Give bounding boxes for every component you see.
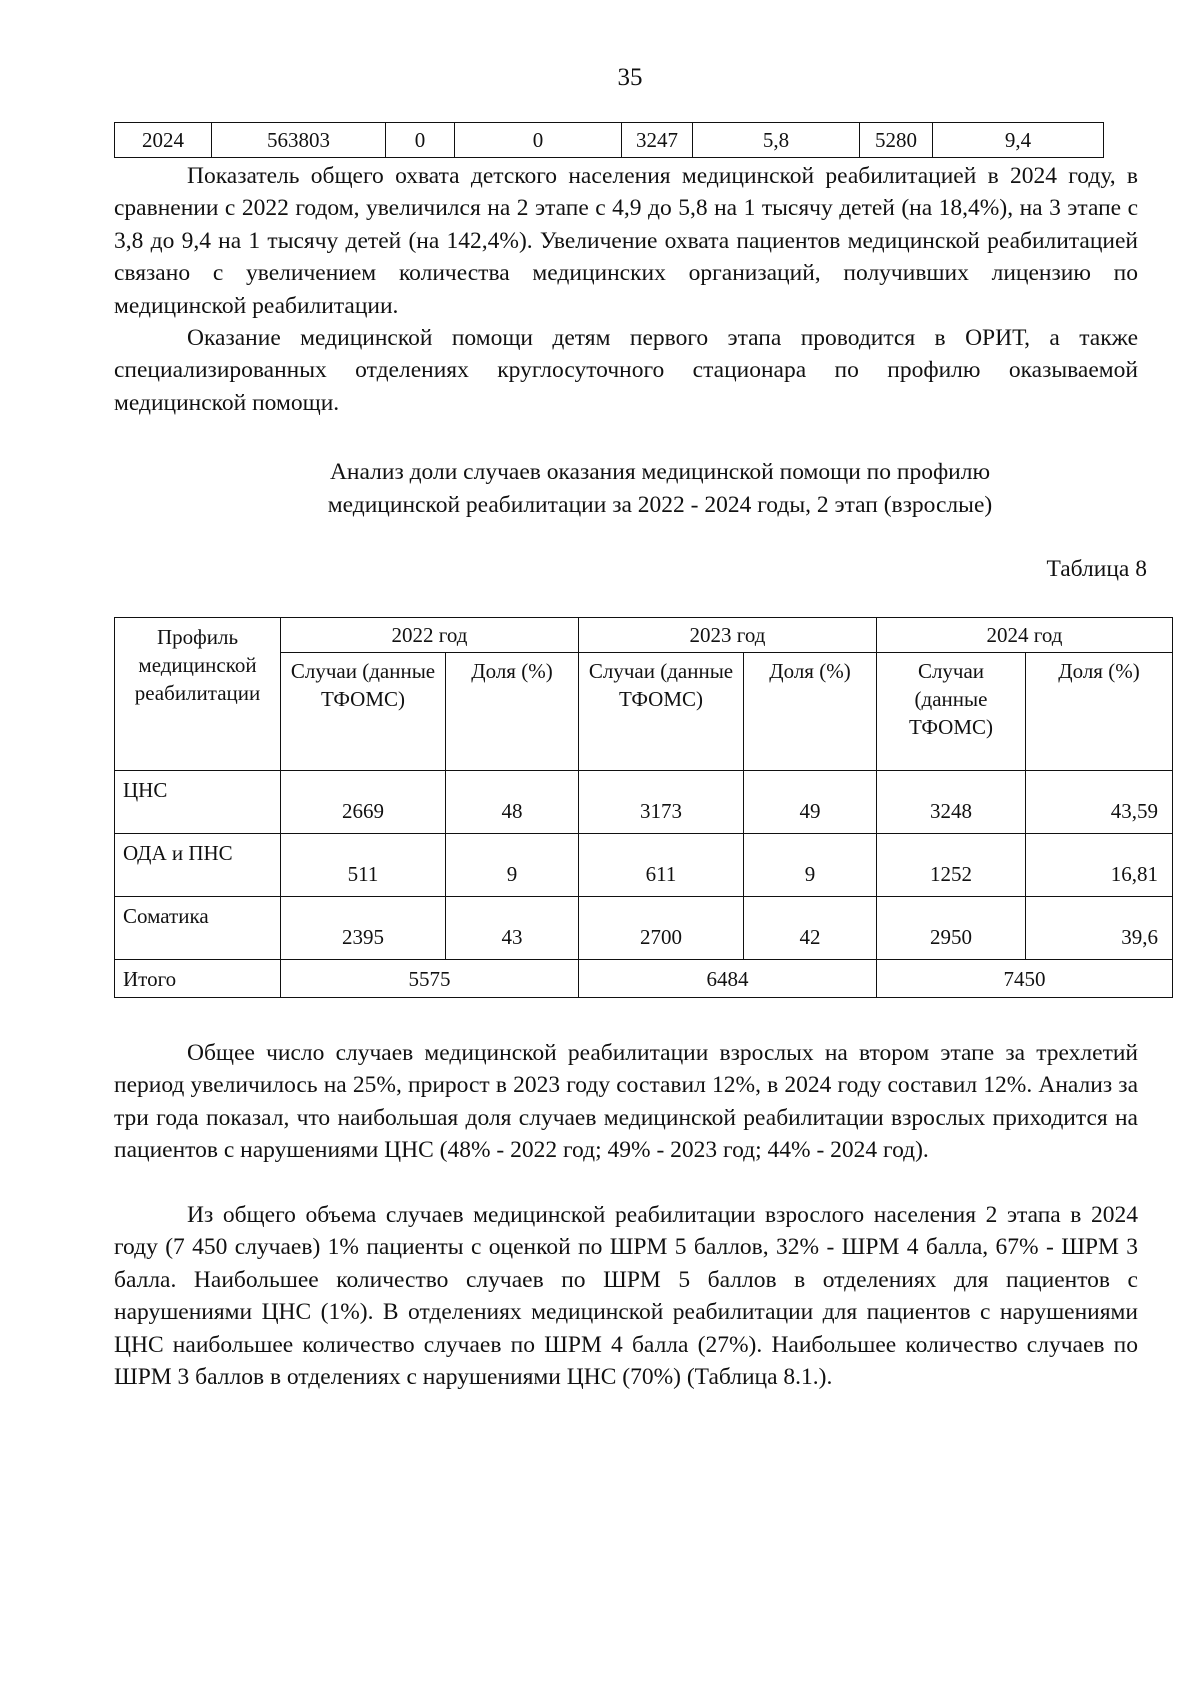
- share-header: Доля (%): [446, 653, 579, 771]
- table-row: [115, 834, 1173, 897]
- table-cell: 48: [446, 771, 579, 834]
- table-cell: 2395: [281, 897, 446, 960]
- row-label: ЦНС: [115, 771, 281, 834]
- table-cell: 2024: [115, 123, 212, 158]
- row-label: ОДА и ПНС: [115, 834, 281, 897]
- table-cell: 611: [579, 834, 744, 897]
- table-header-row: [115, 618, 1173, 653]
- table-row: [115, 771, 1173, 834]
- table-cell: 42: [744, 897, 877, 960]
- year-header: 2023 год: [579, 618, 877, 653]
- table-cell: 5,8: [693, 123, 860, 158]
- table-cell: 3248: [877, 771, 1026, 834]
- table-cell: 3247: [622, 123, 693, 158]
- table-row: [115, 897, 1173, 960]
- paragraph-shrm: Из общего объема случаев медицинской реабилитации взрослого населения 2 этапа в 2024 году (7 450 случаев) 1% пациенты с оценкой по ШРМ 5 баллов, 32% - ШРМ 4 балла, 67% - ШРМ 3 балла. Наибольшее количество случаев по ШРМ 5 баллов в отделениях для пациентов с нарушениями ЦНС (1%). В отделениях медицинской реабилитации для пациентов с нарушениями ЦНС наибольшее количество случаев по ШРМ 4 балла (27%). Наибольшее количество случаев по ШРМ 3 баллов в отделениях с нарушениями ЦНС (70%) (Таблица 8.1.).: [114, 1202, 1138, 1391]
- paragraph-first-stage: Оказание медицинской помощи детям первого этапа проводится в ОРИТ, а также специализированных отделениях круглосуточного стационара по профилю оказываемой медицинской помощи.: [114, 325, 1138, 416]
- table-cell: 563803: [212, 123, 386, 158]
- carryover-table-row: [114, 122, 1104, 158]
- table-cell: 3173: [579, 771, 744, 834]
- table-cell: 43: [446, 897, 579, 960]
- share-header: Доля (%): [744, 653, 877, 771]
- rehab-table: [114, 617, 1173, 998]
- table-row: [115, 123, 1104, 158]
- cases-header: Случаи (данные ТФОМС): [281, 653, 446, 771]
- total-cell: 7450: [877, 960, 1173, 998]
- table-cell: 5280: [860, 123, 933, 158]
- paragraph-coverage: Показатель общего охвата детского населения медицинской реабилитацией в 2024 году, в сравнении с 2022 годом, увеличился на 2 этапе с 4,9 до 5,8 на 1 тысячу детей (на 18,4%), на 3 этапе с 3,8 до 9,4 на 1 тысячу детей (на 142,4%). Увеличение охвата пациентов медицинской реабилитацией связано с увеличением количества медицинских организаций, получивших лицензию по медицинской реабилитации.: [114, 163, 1138, 319]
- table-cell: 39,6: [1026, 897, 1173, 960]
- table-cell: 0: [455, 123, 622, 158]
- table-cell: 9,4: [933, 123, 1104, 158]
- share-header: Доля (%): [1026, 653, 1173, 771]
- year-header: 2022 год: [281, 618, 579, 653]
- paragraph-total-cases: Общее число случаев медицинской реабилитации взрослых на втором этапе за трехлетий период увеличилось на 25%, прирост в 2023 году составил 12%, в 2024 году составил 12%. Анализ за три года показал, что наибольшая доля случаев медицинской реабилитации взрослых приходится на пациентов с нарушениями ЦНС (48% - 2022 год; 49% - 2023 год; 44% - 2024 год).: [114, 1040, 1138, 1164]
- table-cell: 2950: [877, 897, 1026, 960]
- table-cell: 16,81: [1026, 834, 1173, 897]
- row-label: Соматика: [115, 897, 281, 960]
- table-cell: 511: [281, 834, 446, 897]
- table-cell: 9: [744, 834, 877, 897]
- table-total-row: [115, 960, 1173, 998]
- cases-header: Случаи (данные ТФОМС): [877, 653, 1026, 771]
- table-cell: 43,59: [1026, 771, 1173, 834]
- table-caption: Анализ доли случаев оказания медицинской помощи по профилю медицинской реабилитации за 2022 - 2024 годы, 2 этап (взрослые): [327, 459, 993, 518]
- table-cell: 2669: [281, 771, 446, 834]
- table-cell: 1252: [877, 834, 1026, 897]
- table-cell: 9: [446, 834, 579, 897]
- total-cell: 5575: [281, 960, 579, 998]
- year-header: 2024 год: [877, 618, 1173, 653]
- page-number: 35: [617, 64, 643, 91]
- table-cell: 2700: [579, 897, 744, 960]
- cases-header: Случаи (данные ТФОМС): [579, 653, 744, 771]
- table-label: Таблица 8: [1046, 556, 1147, 582]
- total-cell: 6484: [579, 960, 877, 998]
- total-label: Итого: [115, 960, 281, 998]
- table-cell: 49: [744, 771, 877, 834]
- table-cell: 0: [386, 123, 455, 158]
- profile-header: Профиль медицинской реабилитации: [115, 618, 281, 771]
